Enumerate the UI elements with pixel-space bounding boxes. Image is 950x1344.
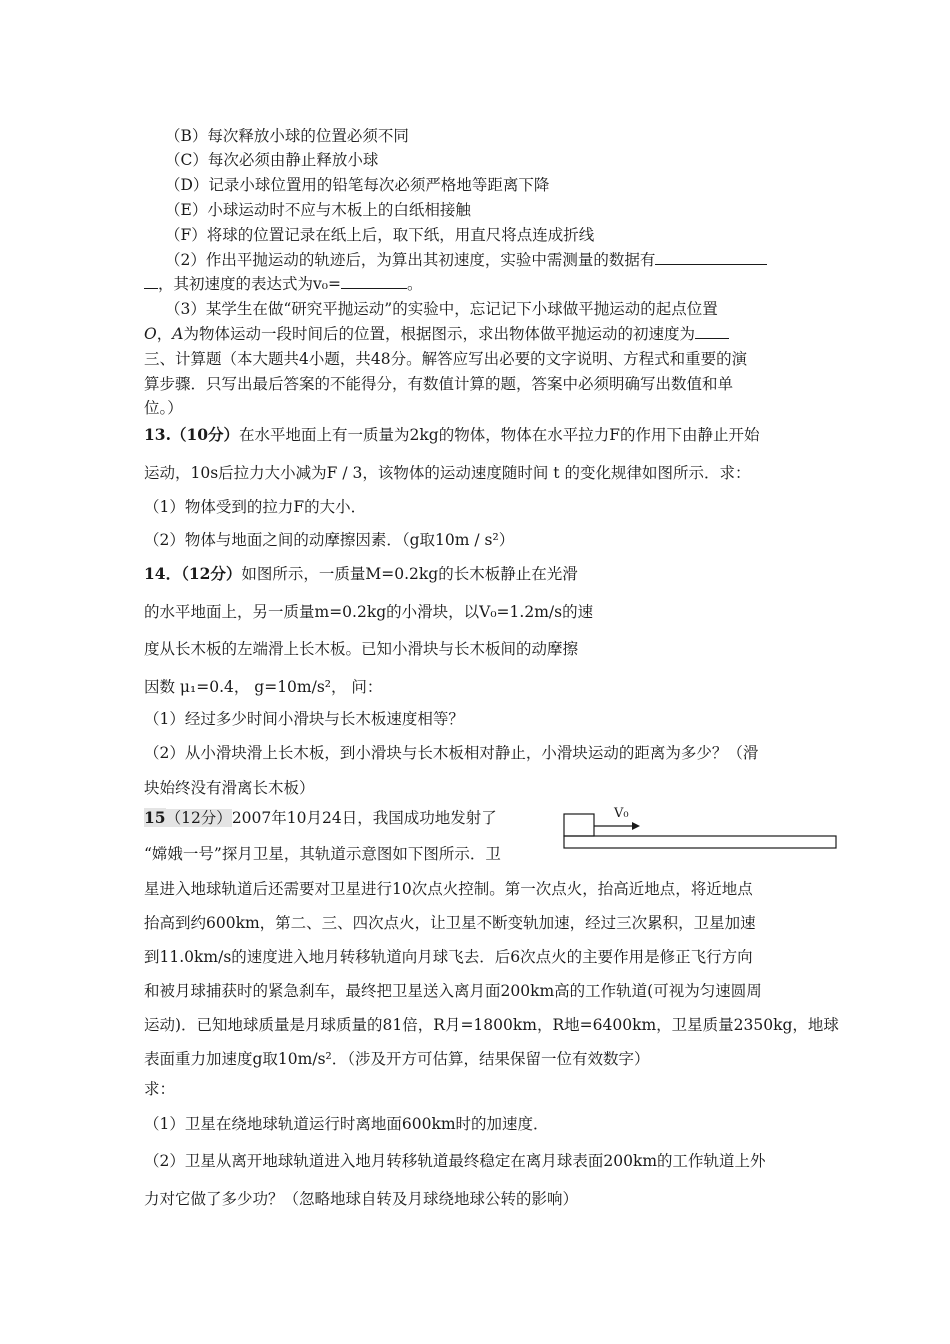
point-o: O [144, 325, 157, 343]
p15-sub2-cont: 力对它做了多少功？（忽略地球自转及月球绕地球公转的影响） [144, 1190, 579, 1208]
option-f: （F）将球的位置记录在纸上后，取下纸，用直尺将点连成折线 [165, 226, 595, 244]
answer-blank[interactable] [655, 250, 767, 265]
q2-text: （2）作出平抛运动的轨迹后，为算出其初速度，实验中需测量的数据有 [165, 251, 656, 269]
p15-sub2: （2）卫星从离开地球轨道进入地月转移轨道最终稳定在离月球表面200km的工作轨道上外 [144, 1152, 766, 1170]
option-b: （B）每次释放小球的位置必须不同 [165, 127, 409, 145]
arrow-head-icon [632, 822, 640, 830]
p14-sub2-cont: 块始终没有滑离长木板） [144, 779, 315, 797]
p15-line6: 和被月球捕获时的紧急刹车，最终把卫星送入离月面200km高的工作轨道(可视为匀速圆周 [144, 982, 762, 1000]
q2-expression-text: ，其初速度的表达式为v₀= [158, 275, 341, 293]
answer-blank[interactable] [144, 274, 158, 289]
p13-line2: 运动，10s后拉力大小减为F / 3，该物体的运动速度随时间 t 的变化规律如图所示．求： [144, 464, 751, 482]
p13-sub1: （1）物体受到的拉力F的大小． [144, 498, 367, 516]
p14-text: 如图所示，一质量M=0.2kg的长木板静止在光滑 [241, 565, 578, 583]
section3-line1: 三、计算题（本大题共4小题，共48分。解答应写出必要的文字说明、方程式和重要的演 [144, 350, 748, 368]
q2-line2 [144, 274, 422, 294]
option-c: （C）每次必须由静止释放小球 [165, 151, 379, 169]
p14-line1 [144, 564, 578, 584]
p14-line3: 度从长木板的左端滑上长木板。已知小滑块与长木板间的动摩擦 [144, 640, 579, 658]
p14-line4: 因数 μ₁=0.4， g=10m/s²， 问： [144, 678, 383, 696]
q2-line1 [165, 250, 767, 270]
p15-sub1: （1）卫星在绕地球轨道运行时离地面600km时的加速度． [144, 1115, 549, 1133]
q3-text: 为物体运动一段时间后的位置，根据图示，求出物体做平抛运动的初速度为 [183, 325, 695, 343]
p15-score: （12分） [165, 809, 232, 827]
p14-sub2: （2）从小滑块滑上长木板，到小滑块与长木板相对静止，小滑块运动的距离为多少？（滑 [144, 744, 759, 762]
p15-line7: 运动)．已知地球质量是月球质量的81倍，R月=1800km，R地=6400km，卫星质量2350kg，地球 [144, 1016, 839, 1034]
p15-number: 15 [144, 808, 166, 827]
option-e: （E）小球运动时不应与木板上的白纸相接触 [165, 201, 471, 219]
p15-line1 [144, 808, 497, 828]
q3-line2 [144, 324, 729, 344]
q3-sep: ， [156, 325, 173, 343]
p14-number: 14．（12分） [144, 564, 242, 583]
p15-line4: 抬高到约600km，第二、三、四次点火，让卫星不断变轨加速，经过三次累积，卫星加速 [144, 914, 756, 932]
p15-line2: “嫦娥一号”探月卫星，其轨道示意图如下图所示．卫 [144, 845, 501, 863]
answer-blank[interactable] [341, 274, 407, 289]
p15-ask: 求： [144, 1080, 176, 1098]
q3-line1: （3）某学生在做“研究平抛运动”的实验中，忘记记下小球做平抛运动的起点位置 [165, 300, 718, 318]
p13-number: 13.（10分） [144, 425, 240, 444]
p13-text: 在水平地面上有一质量为2kg的物体，物体在水平拉力F的作用下由静止开始 [239, 426, 760, 444]
p15-text: 2007年10月24日，我国成功地发射了 [231, 809, 497, 827]
answer-blank[interactable] [695, 324, 729, 339]
small-block [564, 814, 594, 836]
p14-line2: 的水平地面上，另一质量m=0.2kg的小滑块，以V₀=1.2m/s的速 [144, 603, 594, 621]
point-a: A [172, 325, 184, 343]
p13-line1 [144, 425, 759, 445]
p13-sub2: （2）物体与地面之间的动摩擦因素．（g取10m / s²） [144, 531, 515, 549]
q2-tail: 。 [406, 275, 423, 293]
section3-line3: 位。） [144, 399, 183, 417]
p15-line5: 到11.0km/s的速度进入地月转移轨道向月球飞去．后6次点火的主要作用是修正飞行方向 [144, 948, 753, 966]
velocity-label: V₀ [614, 806, 629, 821]
p14-sub1: （1）经过多少时间小滑块与长木板速度相等？ [144, 710, 464, 728]
section3-line2: 算步骤．只写出最后答案的不能得分，有数值计算的题，答案中必须明确写出数值和单 [144, 375, 734, 393]
board-block-figure [560, 800, 840, 852]
option-d: （D）记录小球位置用的铅笔每次必须严格地等距离下降 [165, 176, 550, 194]
p15-line3: 星进入地球轨道后还需要对卫星进行10次点火控制。第一次点火，抬高近地点，将近地点 [144, 880, 753, 898]
long-board [564, 836, 836, 848]
p15-line8: 表面重力加速度g取10m/s²．（涉及开方可估算，结果保留一位有效数字） [144, 1050, 650, 1068]
